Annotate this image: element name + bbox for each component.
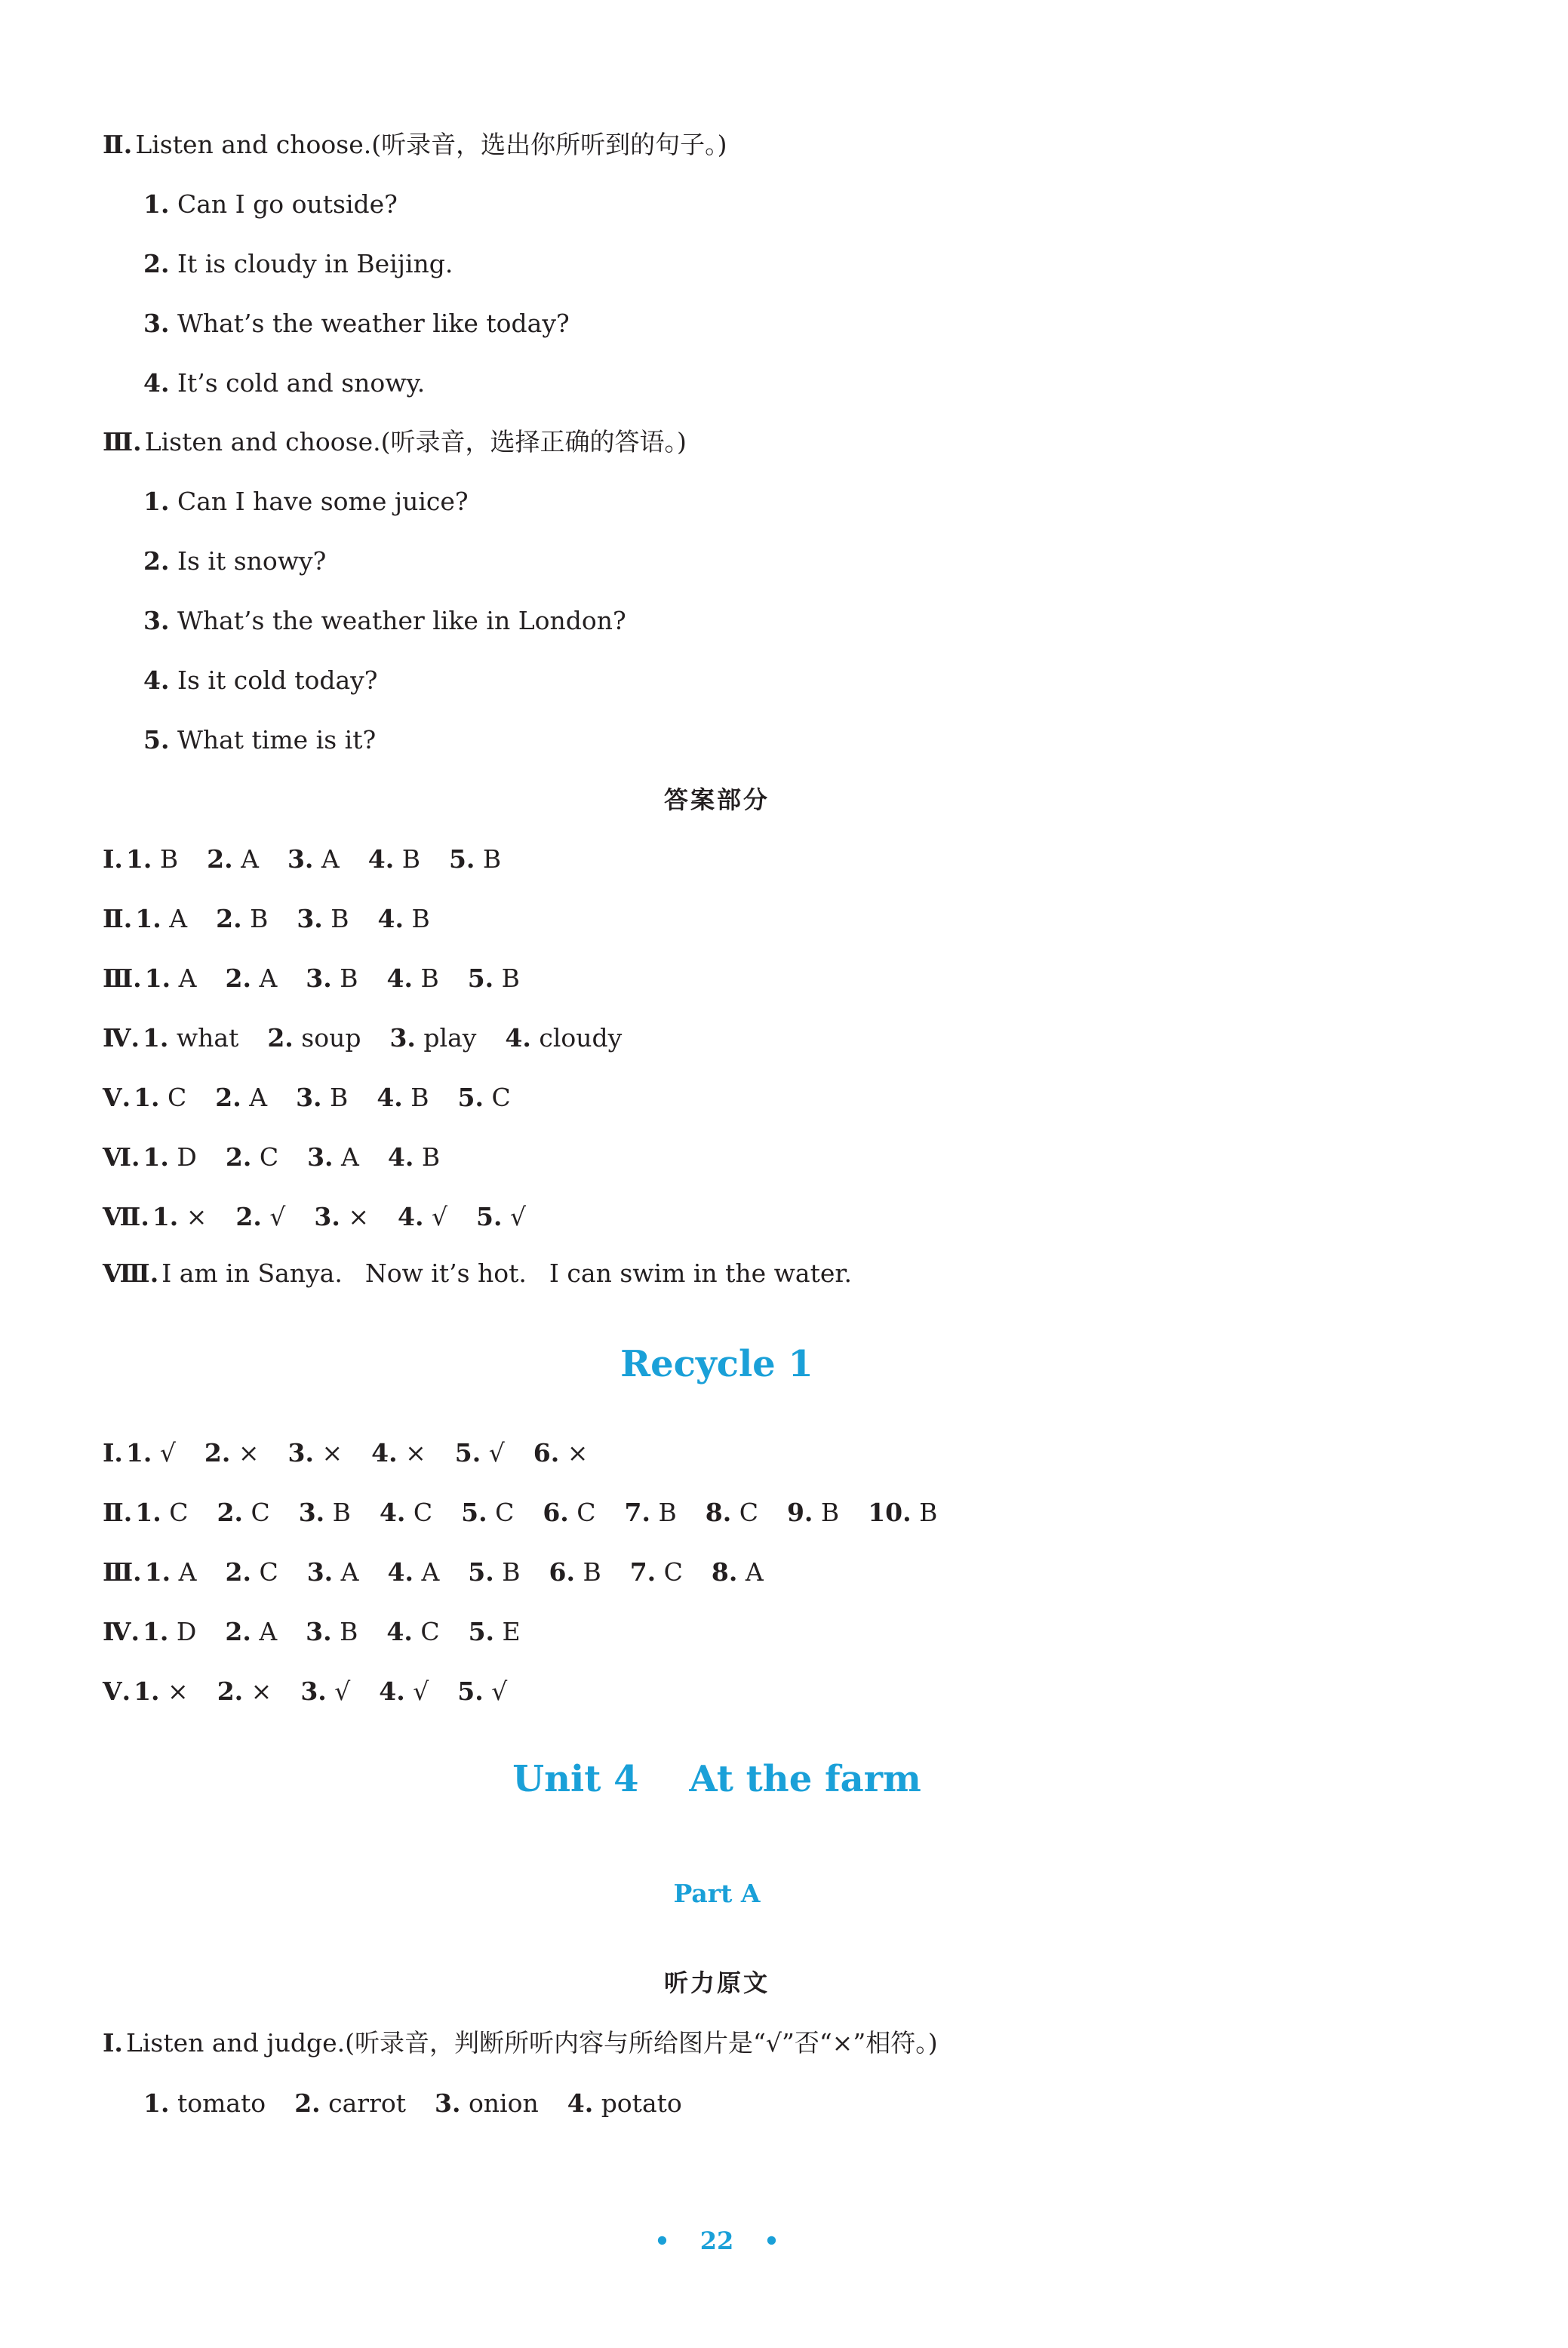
answer-value: A <box>178 963 197 993</box>
item-number: 3. <box>143 309 170 338</box>
item-text: Can I go outside? <box>177 189 398 219</box>
item-number: 2. <box>143 249 170 278</box>
answer-number: 4. <box>398 1202 424 1231</box>
answer-value: A <box>341 1142 359 1172</box>
answer-item <box>287 844 340 874</box>
roman-numeral: Ⅱ. <box>103 130 133 159</box>
answer-row <box>103 844 530 874</box>
answer-number: 5. <box>468 1617 495 1646</box>
answer-number: 2. <box>217 1676 244 1706</box>
answer-item <box>267 1023 361 1053</box>
roman-numeral: Ⅱ. <box>103 1498 133 1527</box>
answer-number: 4. <box>505 1023 531 1053</box>
answer-value: E <box>502 1617 521 1646</box>
answer-value: B <box>658 1498 677 1527</box>
answer-item <box>126 1438 176 1468</box>
answer-value: B <box>401 844 420 874</box>
answer-item <box>217 1498 270 1528</box>
roman-numeral: Ⅰ. <box>103 1438 123 1468</box>
answer-number: 2. <box>267 1023 294 1053</box>
answer-number: 1. <box>152 1202 179 1231</box>
item-text: onion <box>468 2088 539 2118</box>
answer-value: B <box>330 1083 349 1112</box>
item-number: 5. <box>143 725 170 754</box>
answer-item <box>387 963 439 994</box>
answer-number: 4. <box>379 1498 406 1527</box>
answer-number: 1. <box>134 1083 160 1112</box>
answer-number: 8. <box>705 1498 732 1527</box>
answer-number: 1. <box>143 1142 169 1172</box>
item-text: potato <box>601 2088 682 2118</box>
item-number: 3. <box>143 606 170 635</box>
answer-item <box>296 1083 348 1113</box>
answer-item <box>543 1498 595 1528</box>
answer-item <box>135 1498 188 1528</box>
answer-number: 5. <box>468 1557 494 1587</box>
list-item <box>294 2088 406 2119</box>
answer-item <box>468 1557 520 1587</box>
answer-value: × <box>238 1438 260 1468</box>
answer-number: 2. <box>225 1617 251 1646</box>
answer-value: B <box>820 1498 840 1527</box>
answer-value: B <box>332 1498 351 1527</box>
answer-number: 3. <box>297 904 323 933</box>
roman-numeral: Ⅴ. <box>103 1083 131 1112</box>
answer-number: 2. <box>215 1083 241 1112</box>
answer-text: I am in Sanya. <box>161 1259 343 1288</box>
roman-numeral: Ⅶ. <box>103 1202 149 1231</box>
listening-text-heading: 听力原文 <box>663 1968 770 1997</box>
answer-number: 3. <box>307 1142 334 1172</box>
answer-item <box>549 1557 601 1587</box>
answer-value: C <box>259 1557 278 1587</box>
answer-number: 2. <box>217 1498 243 1527</box>
answer-item <box>126 844 178 874</box>
list-item <box>143 546 326 576</box>
roman-numeral: Ⅴ. <box>103 1676 131 1706</box>
answer-item <box>143 1142 196 1172</box>
answer-number: 4. <box>386 963 413 993</box>
list-item <box>143 249 453 279</box>
list-item <box>143 487 469 517</box>
item-number: 1. <box>143 487 170 516</box>
answer-value: × <box>567 1438 589 1468</box>
answer-item <box>204 1438 260 1468</box>
answer-number: 5. <box>476 1202 503 1231</box>
answer-number: 2. <box>225 963 251 993</box>
recycle-answer-row <box>103 1676 536 1707</box>
answer-value: B <box>501 963 520 993</box>
answer-number: 1. <box>142 1023 169 1053</box>
answer-value: A <box>249 1083 268 1112</box>
answer-number: 3. <box>287 1438 314 1468</box>
answer-value: A <box>241 844 259 874</box>
answer-row <box>103 904 459 934</box>
answer-number: 5. <box>457 1083 484 1112</box>
answer-value: C <box>739 1498 758 1527</box>
list-item <box>143 309 570 339</box>
answer-item <box>476 1202 526 1232</box>
list-item <box>567 2088 682 2119</box>
item-text: What’s the weather like in London? <box>177 606 626 635</box>
answer-number: 4. <box>387 1557 414 1587</box>
answer-value: B <box>502 1557 521 1587</box>
roman-numeral: Ⅵ. <box>103 1142 140 1172</box>
roman-numeral: Ⅱ. <box>103 904 133 933</box>
answer-item <box>297 904 349 934</box>
answer-heading: 答案部分 <box>663 785 770 814</box>
answer-item <box>215 1083 267 1113</box>
item-text: It’s cold and snowy. <box>177 368 426 398</box>
item-text: What’s the weather like today? <box>177 309 570 338</box>
answer-number: 2. <box>225 1557 251 1587</box>
item-text: Can I have some juice? <box>177 487 469 516</box>
answer-item <box>380 1498 432 1528</box>
answer-value: B <box>340 963 358 993</box>
answer-value: √ <box>509 1202 526 1231</box>
roman-numeral: Ⅷ. <box>103 1259 159 1288</box>
answer-item <box>143 1023 238 1053</box>
answer-value: C <box>251 1498 270 1527</box>
answer-number: 6. <box>543 1498 569 1527</box>
answer-value: D <box>177 1142 197 1172</box>
answer-item <box>787 1498 839 1528</box>
item-number: 4. <box>567 2088 594 2118</box>
answer-item <box>458 1083 511 1113</box>
answer-number: 1. <box>125 844 152 874</box>
answer-value: soup <box>301 1023 361 1053</box>
answer-number: 2. <box>235 1202 262 1231</box>
answer-item <box>386 1617 439 1647</box>
list-item <box>143 368 425 398</box>
answer-item <box>457 1676 507 1707</box>
answer-value: √ <box>431 1202 447 1231</box>
item-number: 1. <box>143 189 170 219</box>
item-number: 4. <box>143 368 170 398</box>
page-number <box>0 2226 1434 2256</box>
heading-text: Listen and choose.(听录音，选出你所听到的句子。) <box>135 130 727 159</box>
answer-number: 10. <box>868 1498 912 1527</box>
answer-value: D <box>176 1617 197 1646</box>
answer-value: C <box>420 1617 440 1646</box>
section-heading <box>103 130 727 160</box>
answer-row <box>103 963 549 994</box>
answer-value: B <box>411 904 430 933</box>
answer-number: 1. <box>134 1676 160 1706</box>
answer-number: 5. <box>467 963 494 993</box>
item-text: It is cloudy in Beijing. <box>177 249 453 278</box>
roman-numeral: Ⅰ. <box>103 844 123 874</box>
heading-text: Listen and choose.(听录音，选择正确的答语。) <box>144 427 687 456</box>
answer-number: 3. <box>306 963 332 993</box>
section-heading <box>103 2028 938 2058</box>
recycle-answer-row <box>103 1617 549 1647</box>
unit-title: Unit 4 At the farm <box>512 1758 921 1800</box>
answer-number: 5. <box>461 1498 487 1527</box>
answer-number: 7. <box>624 1498 650 1527</box>
answer-item <box>468 963 520 994</box>
answer-number: 4. <box>377 1083 403 1112</box>
answer-number: 4. <box>379 1676 405 1706</box>
answer-item <box>387 1557 439 1587</box>
roman-numeral: Ⅲ. <box>103 427 142 456</box>
item-text: tomato <box>177 2088 266 2118</box>
answer-value: A <box>259 963 278 993</box>
answer-number: 6. <box>549 1557 575 1587</box>
answer-row <box>103 1202 555 1232</box>
answer-item <box>469 1617 521 1647</box>
answer-number: 1. <box>125 1438 152 1468</box>
answer-value: C <box>259 1142 279 1172</box>
answer-number: 2. <box>204 1438 231 1468</box>
answer-number: 4. <box>367 844 395 874</box>
answer-item <box>455 1438 505 1468</box>
item-number: 2. <box>143 546 170 576</box>
answer-number: 4. <box>386 1617 413 1646</box>
answer-item <box>288 1438 343 1468</box>
answer-number: 2. <box>225 1142 252 1172</box>
list-item <box>143 665 378 696</box>
answer-value: A <box>745 1557 764 1587</box>
answer-value: C <box>413 1498 433 1527</box>
answer-number: 1. <box>135 1498 161 1527</box>
page-number-text: 22 <box>699 2227 734 2255</box>
answer-value: √ <box>159 1438 176 1468</box>
answer-text: Now it’s hot. <box>364 1259 527 1288</box>
answer-value: B <box>583 1557 601 1587</box>
answer-value: B <box>340 1617 358 1646</box>
roman-numeral: Ⅰ. <box>103 2028 123 2058</box>
answer-value: × <box>251 1676 272 1706</box>
answer-value: C <box>663 1557 683 1587</box>
answer-item <box>505 1023 622 1053</box>
recycle-answer-row <box>103 1438 616 1468</box>
answer-value: B <box>420 963 439 993</box>
answer-item <box>371 1438 426 1468</box>
answer-number: 5. <box>448 844 475 874</box>
roman-numeral: Ⅲ. <box>103 1557 142 1587</box>
answer-item <box>307 1142 359 1172</box>
answer-item <box>235 1202 285 1232</box>
answer-item <box>706 1498 758 1528</box>
answer-number: 1. <box>144 963 171 993</box>
answer-item <box>300 1676 350 1707</box>
answer-value: × <box>405 1438 426 1468</box>
answer-value: A <box>178 1557 197 1587</box>
answer-item <box>712 1557 764 1587</box>
answer-text: I can swim in the water. <box>549 1259 853 1288</box>
answer-number: 2. <box>207 844 233 874</box>
item-text: carrot <box>328 2088 406 2118</box>
answer-value: C <box>168 1083 187 1112</box>
answer-value: A <box>340 1557 359 1587</box>
answer-value: B <box>421 1142 441 1172</box>
answer-value: √ <box>488 1438 505 1468</box>
answer-value: B <box>250 904 269 933</box>
answer-item <box>625 1498 677 1528</box>
item-number: 2. <box>294 2088 321 2118</box>
answer-number: 7. <box>629 1557 656 1587</box>
answer-value: A <box>169 904 188 933</box>
answer-item <box>449 844 501 874</box>
answer-number: 4. <box>371 1438 398 1468</box>
section-heading <box>103 427 687 457</box>
part-title: Part A <box>673 1879 761 1908</box>
answer-value: × <box>186 1202 208 1231</box>
recycle-answer-row <box>103 1498 966 1528</box>
answer-number: 3. <box>287 844 314 874</box>
answer-item <box>533 1438 589 1468</box>
answer-row-8 <box>103 1259 852 1289</box>
list-item <box>143 606 626 636</box>
item-text: Is it cold today? <box>177 665 378 695</box>
list-item <box>143 725 376 755</box>
answer-number: 6. <box>533 1438 560 1468</box>
answer-value: C <box>576 1498 596 1527</box>
word-list <box>143 2088 711 2119</box>
answer-number: 3. <box>298 1498 325 1527</box>
answer-item <box>379 1676 429 1707</box>
answer-value: B <box>482 844 502 874</box>
page-dot: • <box>654 2227 670 2255</box>
page-dot: • <box>764 2227 779 2255</box>
answer-item <box>134 1676 189 1707</box>
answer-item <box>378 904 430 934</box>
answer-item <box>377 1083 429 1113</box>
answer-item <box>217 1676 272 1707</box>
recycle-title: Recycle 1 <box>620 1343 813 1385</box>
answer-value: what <box>176 1023 239 1053</box>
answer-number: 3. <box>306 1617 332 1646</box>
answer-item <box>152 1202 208 1232</box>
answer-item <box>135 904 187 934</box>
answer-value: B <box>331 904 349 933</box>
answer-value: A <box>259 1617 278 1646</box>
answer-value: × <box>168 1676 189 1706</box>
answer-item <box>314 1202 369 1232</box>
answer-item <box>398 1202 447 1232</box>
recycle-answer-row <box>103 1557 792 1587</box>
answer-value: A <box>321 844 340 874</box>
answer-number: 5. <box>457 1676 484 1706</box>
answer-number: 4. <box>387 1142 414 1172</box>
answer-number: 2. <box>216 904 242 933</box>
list-item <box>143 189 398 220</box>
answer-item <box>134 1083 186 1113</box>
answer-number: 5. <box>454 1438 481 1468</box>
answer-item <box>299 1498 351 1528</box>
answer-item <box>207 844 259 874</box>
answer-item <box>225 1557 278 1587</box>
answer-item <box>226 1142 278 1172</box>
heading-text: Listen and judge.(听录音，判断所听内容与所给图片是“√”否“×”相符。) <box>125 2028 938 2058</box>
answer-value: √ <box>269 1202 286 1231</box>
answer-item <box>868 1498 937 1528</box>
answer-number: 4. <box>377 904 404 933</box>
answer-value: C <box>491 1083 511 1112</box>
answer-number: 8. <box>711 1557 738 1587</box>
roman-numeral: Ⅳ. <box>103 1617 140 1646</box>
answer-number: 1. <box>144 1557 171 1587</box>
answer-value: √ <box>334 1676 351 1706</box>
answer-row <box>103 1083 540 1113</box>
answer-item <box>216 904 268 934</box>
answer-number: 3. <box>389 1023 416 1053</box>
answer-item <box>145 1557 197 1587</box>
item-text: What time is it? <box>177 725 377 754</box>
answer-value: play <box>423 1023 477 1053</box>
item-number: 3. <box>434 2088 461 2118</box>
answer-number: 3. <box>306 1557 334 1587</box>
answer-value: × <box>321 1438 343 1468</box>
answer-value: cloudy <box>539 1023 623 1053</box>
list-item <box>435 2088 539 2119</box>
answer-item <box>225 1617 277 1647</box>
item-number: 1. <box>143 2088 170 2118</box>
roman-numeral: Ⅲ. <box>103 963 142 993</box>
answer-value: B <box>410 1083 429 1112</box>
answer-item <box>307 1557 359 1587</box>
answer-number: 3. <box>314 1202 340 1231</box>
list-item <box>143 2088 266 2119</box>
roman-numeral: Ⅳ. <box>103 1023 140 1053</box>
answer-item <box>389 1023 476 1053</box>
answer-value: C <box>169 1498 189 1527</box>
answer-number: 9. <box>786 1498 813 1527</box>
answer-value: C <box>495 1498 515 1527</box>
answer-value: B <box>159 844 179 874</box>
answer-value: √ <box>413 1676 429 1706</box>
answer-item <box>306 963 358 994</box>
answer-item <box>145 963 197 994</box>
answer-value: B <box>919 1498 938 1527</box>
answer-value: × <box>348 1202 370 1231</box>
answer-number: 3. <box>296 1083 322 1112</box>
answer-number: 1. <box>135 904 161 933</box>
answer-item <box>461 1498 514 1528</box>
answer-item <box>388 1142 440 1172</box>
answer-item <box>143 1617 196 1647</box>
item-number: 4. <box>143 665 170 695</box>
answer-row <box>103 1142 469 1172</box>
answer-value: A <box>421 1557 440 1587</box>
answer-item <box>225 963 277 994</box>
answer-item <box>368 844 420 874</box>
answer-row <box>103 1023 650 1053</box>
answer-item <box>630 1557 683 1587</box>
answer-number: 3. <box>300 1676 327 1706</box>
item-text: Is it snowy? <box>177 546 327 576</box>
answer-number: 1. <box>142 1617 169 1646</box>
answer-value: √ <box>491 1676 508 1706</box>
answer-item <box>306 1617 358 1647</box>
